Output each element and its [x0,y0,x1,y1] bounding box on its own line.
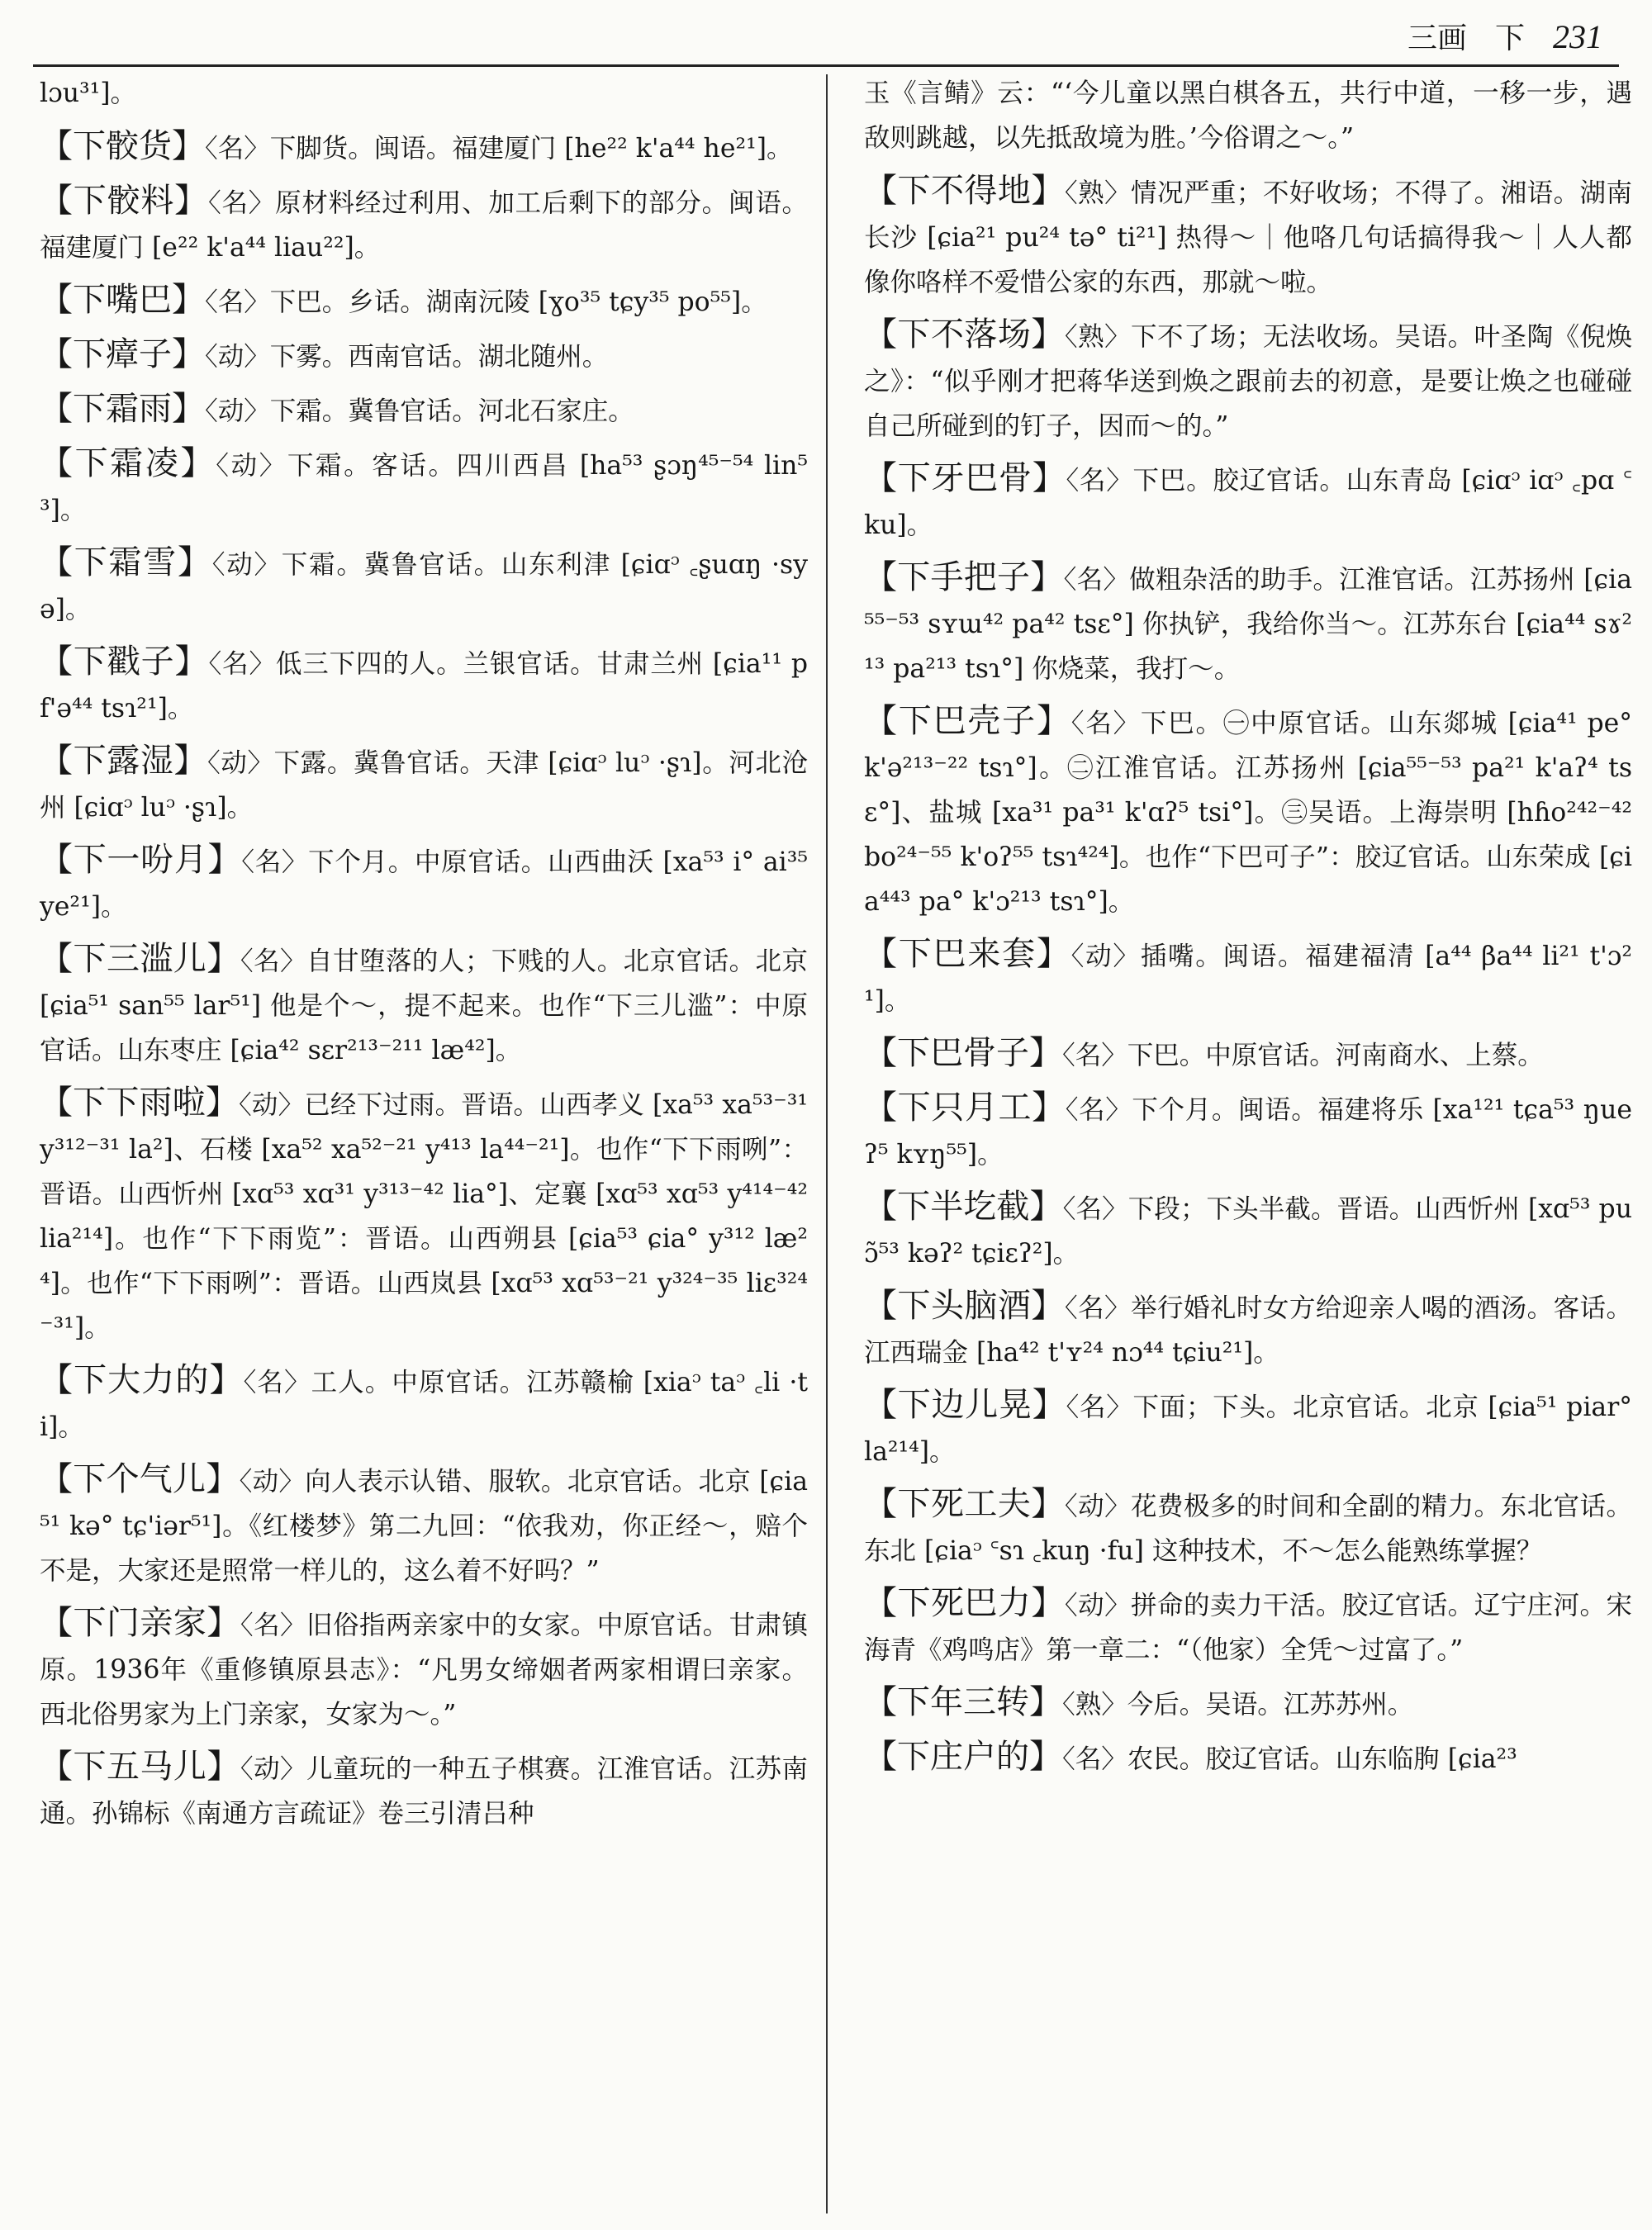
entry-definition: 〈名〉自甘堕落的人；下贱的人。北京官话。北京 [ɕia⁵¹ san⁵⁵ lar⁵¹] 他是个～，提不起来。也作“下三儿滥”：中原官话。山东枣庄 [ɕia⁴² sɛr²¹³⁻²¹¹ læ⁴²]。 [40,947,809,1065]
entry-headword: 下不落场 [897,316,1032,353]
bracket-close: 】 [178,543,212,581]
bracket-close: 】 [1029,1738,1062,1776]
entry-definition: 〈名〉下段；下头半截。晋语。山西忻州 [xɑ⁵³ puɔ̃⁵³ kəʔ² tɕiɛʔ²]。 [864,1194,1632,1269]
dictionary-entry [40,71,808,116]
entry-headword: 下一吩月 [73,841,208,879]
entry-headword: 下死工夫 [897,1485,1032,1523]
bracket-open: 【 [40,1460,74,1498]
entry-definition: 〈名〉旧俗指两亲家中的女家。中原官话。甘肃镇原。1936年《重修镇原县志》：“凡男女缔姻者两家相谓曰亲家。西北俗男家为上门亲家，女家为～。” [40,1611,809,1729]
entry-definition: 〈名〉农民。胶辽官话。山东临朐 [ɕia²³ [1062,1744,1517,1774]
column-divider [826,74,828,2213]
entry-definition: 〈动〉下雾。西南官话。湖北随州。 [205,342,609,372]
entry-headword: 下霜凌 [74,444,181,482]
bracket-open: 【 [864,1287,898,1325]
bracket-open: 【 [864,1683,897,1721]
bracket-open: 【 [40,1604,74,1642]
dictionary-entry [864,168,1632,305]
bracket-close: 】 [173,742,208,780]
entry-definition: 〈动〉下霜。冀鲁官话。河北石家庄。 [205,396,634,426]
entry-headword: 下巴骨子 [897,1034,1029,1072]
entry-definition: lɔu³¹]。 [40,78,137,108]
entry-headword: 下下雨啦 [73,1084,206,1122]
entry-definition: 〈名〉低三下四的人。兰银官话。甘肃兰州 [ɕia¹¹ pf'ə⁴⁴ tsɿ²¹]。 [40,649,809,724]
bracket-open: 【 [40,281,73,319]
dictionary-entry [40,738,808,830]
dictionary-entry [864,1383,1632,1474]
entry-headword: 下骹货 [73,127,172,165]
page-number: 231 [1553,18,1602,55]
entry-headword: 下边儿晃 [897,1386,1032,1424]
bracket-close: 】 [206,1748,240,1786]
dictionary-entry [40,540,808,632]
bracket-open: 【 [40,543,74,581]
bracket-close: 】 [174,643,209,681]
dictionary-entry [864,1680,1632,1727]
entry-definition: 〈名〉原材料经过利用、加工后剩下的部分。闽语。福建厦门 [e²² k'a⁴⁴ liau²²]。 [40,188,809,263]
dictionary-entry [864,1581,1632,1672]
dictionary-entry [864,1031,1632,1078]
bracket-close: 】 [174,182,208,220]
bracket-close: 】 [206,940,240,978]
bracket-close: 】 [207,841,242,879]
bracket-close: 】 [1032,459,1066,497]
entry-headword: 下五马儿 [73,1748,207,1786]
entry-headword: 下只月工 [897,1089,1032,1127]
bracket-close: 】 [206,1460,240,1498]
entry-definition: 〈名〉工人。中原官话。江苏赣榆 [xiaᵓ taᵓ ꜀li ·ti]。 [40,1368,808,1442]
dictionary-entry [40,1744,808,1836]
bracket-open: 【 [40,643,74,681]
entry-headword: 下头脑酒 [897,1287,1032,1325]
bracket-close: 】 [1031,1485,1065,1523]
bracket-open: 【 [864,558,898,596]
dictionary-entry [40,441,808,533]
entry-definition: 〈动〉下露。冀鲁官话。天津 [ɕiɑᵓ luᵓ ·ʂɿ]。河北沧州 [ɕiɑᵓ luᵓ ·ʂɿ]。 [40,748,809,823]
entry-headword: 下牙巴骨 [897,459,1032,497]
bracket-open: 【 [40,182,74,220]
dictionary-entry [40,1080,808,1350]
entry-headword: 下三滥儿 [73,940,207,978]
bracket-open: 【 [864,172,898,210]
dictionary-entry [864,456,1632,548]
bracket-close: 】 [172,335,205,373]
entry-definition: 〈名〉下个月。闽语。福建将乐 [xa¹²¹ tɕa⁵³ ŋueʔ⁵ kʏŋ⁵⁵]。 [864,1095,1633,1170]
dictionary-entry [40,837,808,929]
entry-headword: 下大力的 [74,1361,210,1399]
dictionary-entry [40,124,808,171]
bracket-close: 】 [1029,1188,1063,1226]
dictionary-entry [864,1085,1632,1177]
entry-headword: 下半圪截 [897,1188,1030,1226]
entry-definition: 〈动〉下霜。冀鲁官话。山东利津 [ɕiɑᵓ ꜀ʂuɑŋ ·syə]。 [40,550,809,624]
dictionary-entry [40,1457,808,1593]
bracket-close: 】 [1029,1034,1062,1072]
dictionary-entry [40,937,808,1073]
bracket-close: 】 [1032,1386,1066,1424]
bracket-close: 】 [1032,1089,1066,1127]
dictionary-entry [864,1283,1632,1375]
entry-headword: 下年三转 [897,1683,1029,1721]
bracket-open: 【 [864,1738,897,1776]
entry-headword: 下巴壳子 [898,702,1037,740]
bracket-open: 【 [40,390,73,428]
bracket-close: 】 [172,281,205,319]
entry-definition: 〈动〉插嘴。闽语。福建福清 [a⁴⁴ βa⁴⁴ li²¹ t'ɔ²¹]。 [864,942,1633,1016]
bracket-close: 】 [172,390,205,428]
bracket-close: 】 [1030,558,1064,596]
bracket-close: 】 [205,1084,239,1122]
entry-headword: 下戳子 [73,643,175,681]
bracket-open: 【 [864,1386,898,1424]
entry-headword: 下嘴巴 [73,281,172,319]
entry-definition: 〈名〉下巴。胶辽官话。山东青岛 [ɕiɑᵓ iɑᵓ ꜀pɑ ꜂ku]。 [864,466,1633,540]
bracket-open: 【 [40,1361,74,1399]
dictionary-entry [864,71,1632,160]
bracket-open: 【 [864,1034,897,1072]
bracket-open: 【 [864,1089,898,1127]
dictionary-entry [40,1358,808,1450]
entry-definition: 〈名〉下个月。中原官话。山西曲沃 [xa⁵³ i° ai³⁵ ye²¹]。 [40,847,809,922]
entry-definition: 〈名〉下巴。㊀中原官话。山东郯城 [ɕia⁴¹ pe° k'ə²¹³⁻²² tsɿ°]。㊁江淮官话。江苏扬州 [ɕia⁵⁵⁻⁵³ pa²¹ k'aʔ⁴ tsɛ°]、盐城 [xa³¹ pa³¹ k'ɑʔ⁵ tsi°]。㊂吴语。上海崇明 [hɦo²⁴²⁻⁴² bo²⁴⁻⁵⁵ k'oʔ⁵⁵ tsɿ⁴²⁴]。也作“下巴可子”：胶辽官话。山东荣成 [ɕia⁴⁴³ pa° k'ɔ²¹³ tsɿ°]。 [864,709,1632,917]
entry-headword: 下露湿 [73,742,174,780]
entry-definition: 〈熟〉情况严重；不好收场；不得了。湘语。湖南长沙 [ɕia²¹ pu²⁴ tə° ti²¹] 热得～｜他咯几句话搞得我～｜人人都像你咯样不爱惜公家的东西，那就～啦。 [864,178,1633,297]
entry-headword: 下不得地 [897,172,1032,210]
entry-definition: 玉《言鲭》云：“‘今儿童以黑白棋各五，共行中道，一移一步，遇敌则跳越，以先抵敌境为胜。’今俗谓之～。” [864,78,1632,153]
bracket-close: 】 [1031,172,1065,210]
bracket-open: 【 [864,1485,898,1523]
bracket-open: 【 [40,940,74,978]
entry-headword: 下瘴子 [73,335,172,373]
entry-headword: 下门亲家 [73,1604,207,1642]
entry-definition: 〈动〉儿童玩的一种五子棋赛。江淮官话。江苏南通。孙锦标《南通方言疏证》卷三引清吕种 [40,1754,809,1829]
bracket-close: 】 [1031,1287,1065,1325]
bracket-close: 】 [1031,1584,1065,1622]
dictionary-entry [40,332,808,379]
entry-definition: 〈熟〉下不了场；无法收场。吴语。叶圣陶《倪焕之》：“似乎刚才把蒋华送到焕之跟前去的初意，是要让焕之也碰碰自己所碰到的钉子，因而～的。” [864,322,1633,441]
dictionary-entry [40,387,808,434]
dictionary-entry [864,932,1632,1023]
bracket-open: 【 [864,459,898,497]
entry-headword: 下巴来套 [898,935,1037,973]
bracket-close: 】 [1036,935,1071,973]
bracket-open: 【 [40,1084,74,1122]
dictionary-entry [40,178,808,270]
bracket-close: 】 [209,1361,244,1399]
bracket-open: 【 [864,1188,898,1226]
dictionary-entry [864,699,1632,924]
entry-definition: 〈动〉花费极多的时间和全副的精力。东北官话。东北 [ɕiaᵓ ꜂sɿ ꜀kuŋ ·fu] 这种技术，不～怎么能熟练掌握？ [864,1492,1633,1566]
dictionary-entry [40,1601,808,1737]
entry-definition: 〈熟〉今后。吴语。江苏苏州。 [1062,1690,1414,1720]
dictionary-entry [40,639,808,731]
bracket-close: 】 [180,444,216,482]
entry-definition: 〈动〉下霜。客话。四川西昌 [ha⁵³ ʂɔŋ⁴⁵⁻⁵⁴ lin⁵³]。 [40,451,809,525]
bracket-close: 】 [1029,1683,1062,1721]
right-column [864,71,1632,1789]
entry-headword: 下庄户的 [897,1738,1029,1776]
entry-definition: 〈动〉已经下过雨。晋语。山西孝义 [xa⁵³ xa⁵³⁻³¹ y³¹²⁻³¹ la²]、石楼 [xa⁵² xa⁵²⁻²¹ y⁴¹³ la⁴⁴⁻²¹]。也作“下下雨咧”：晋语。山西忻州 [xɑ⁵³ xɑ³¹ y³¹³⁻⁴² lia°]、定襄 [xɑ⁵³ xɑ⁵³ y⁴¹⁴⁻⁴² lia²¹⁴]。也作“下下雨览”：晋语。山西朔县 [ɕia⁵³ ɕia° y³¹² læ²⁴]。也作“下下雨咧”：晋语。山西岚县 [xɑ⁵³ xɑ⁵³⁻²¹ y³²⁴⁻³⁵ liɛ³²⁴⁻³¹]。 [40,1090,809,1343]
dictionary-entry [864,1734,1632,1782]
entry-headword: 下霜雨 [73,390,172,428]
page-header [1408,15,1602,64]
dictionary-entry [864,555,1632,691]
entry-definition: 〈名〉下巴。中原官话。河南商水、上蔡。 [1062,1041,1544,1070]
section-label: 三画 [1407,21,1467,55]
bracket-open: 【 [40,335,73,373]
entry-definition: 〈名〉举行婚礼时女方给迎亲人喝的酒汤。客话。江西瑞金 [ha⁴² t'ʏ²⁴ nɔ⁴⁴ tɕiu²¹]。 [864,1293,1633,1368]
bracket-open: 【 [40,742,74,780]
bracket-open: 【 [40,841,74,879]
entry-headword: 下手把子 [897,558,1031,596]
bracket-open: 【 [864,702,899,740]
dictionary-entry [864,1482,1632,1573]
section-char: 下 [1494,21,1525,55]
entry-definition: 〈名〉下巴。乡话。湖南沅陵 [ɣo³⁵ tɕy³⁵ po⁵⁵]。 [205,287,767,317]
entry-definition: 〈名〉下脚货。闽语。福建厦门 [he²² k'a⁴⁴ he²¹]。 [205,134,793,164]
bracket-close: 】 [172,127,205,165]
bracket-open: 【 [864,1584,898,1622]
entry-definition: 〈动〉拼命的卖力干活。胶辽官话。辽宁庄河。宋海青《鸡鸣店》第一章二：“（他家）全凭～过富了。” [864,1591,1633,1665]
dictionary-entry [864,312,1632,448]
bracket-open: 【 [40,1748,74,1786]
bracket-close: 】 [1031,316,1065,353]
dictionary-entry [864,1184,1632,1276]
entry-definition: 〈动〉向人表示认错、服软。北京官话。北京 [ɕia⁵¹ kə° tɕ'iər⁵¹]。《红楼梦》第二九回：“依我劝，你正经～，赔个不是，大家还是照常一样儿的，这么着不好吗？” [40,1467,809,1586]
bracket-open: 【 [40,127,73,165]
entry-headword: 下霜雪 [74,543,178,581]
header-rule [33,64,1619,67]
bracket-close: 】 [1036,702,1071,740]
entry-headword: 下死巴力 [897,1584,1032,1622]
bracket-close: 】 [206,1604,240,1642]
entry-definition: 〈名〉下面；下头。北京官话。北京 [ɕia⁵¹ piar° la²¹⁴]。 [864,1393,1633,1467]
bracket-open: 【 [864,935,899,973]
bracket-open: 【 [864,316,898,353]
left-column [40,71,808,1843]
entry-headword: 下骹料 [73,182,175,220]
entry-headword: 下个气儿 [73,1460,206,1498]
bracket-open: 【 [40,444,75,482]
entry-definition: 〈名〉做粗杂活的助手。江淮官话。江苏扬州 [ɕia⁵⁵⁻⁵³ sʏɯ⁴² pa⁴² tsɛ°] 你执铲，我给你当～。江苏东台 [ɕia⁴⁴ sɤ²¹³ pa²¹³ tsɿ°] 你烧菜，我打～。 [864,565,1633,684]
dictionary-entry [40,278,808,325]
